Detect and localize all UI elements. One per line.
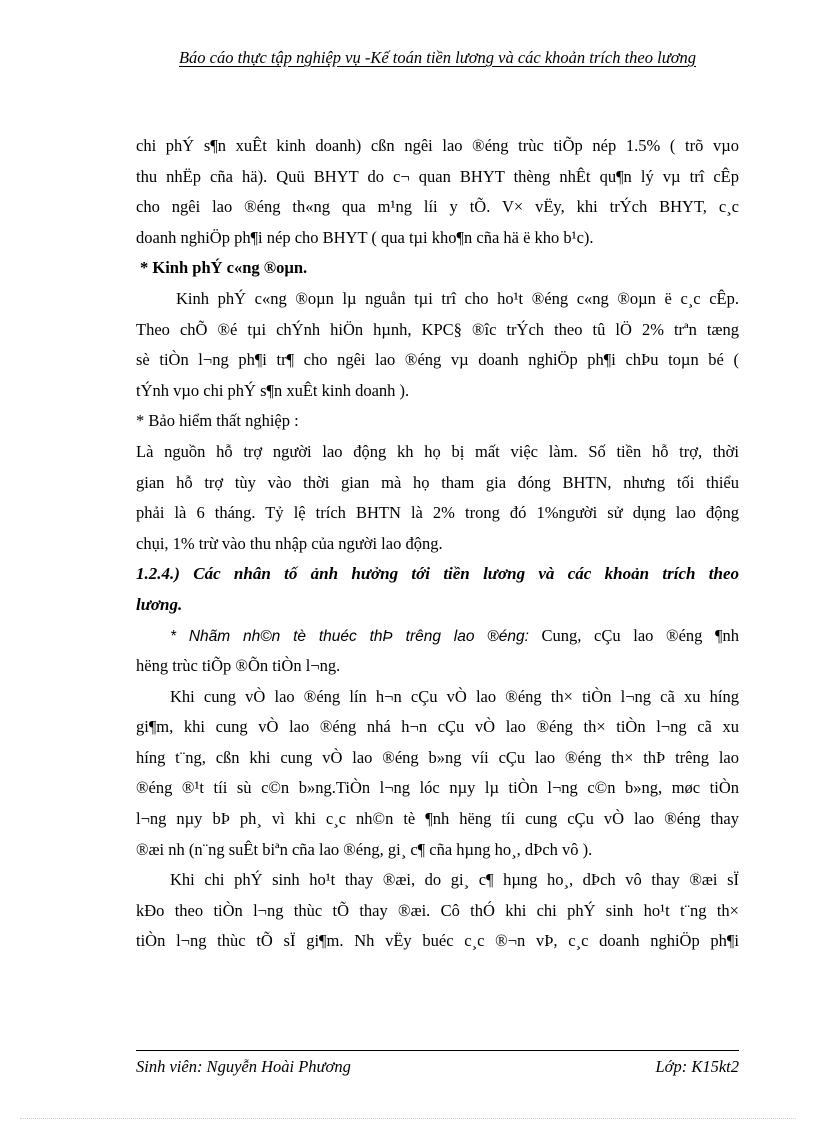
body-line: doanh nghiÖp ph¶i nép cho BHYT ( qua tµi kho¶n cña hä ë kho b¹c). (136, 227, 594, 247)
footer-student-name: Sinh viên: Nguyễn Hoài Phương (136, 1057, 351, 1076)
labor-market-label: * Nhãm nh©n tè thuéc thÞ trêng lao ®éng: (170, 627, 529, 645)
body-line: Kinh phÝ c«ng ®oµn lµ nguån tµi trî cho ho¹t ®éng c«ng ®oµn ë c¸c cÊp. (176, 288, 739, 308)
body-line: tiÒn l¬ng thùc tÕ sÏ gi¶m. Nh vËy buéc c¸c ®¬n vÞ, c¸c doanh nghiÖp ph¶i (136, 931, 739, 951)
body-line: ®æi nh (n¨ng suÊt biªn cña lao ®éng, gi¸ c¶ cña hµng ho¸, dÞch vô ). (136, 839, 593, 859)
body-line: Theo chÕ ®é tµi chÝnh hiÖn hµnh, KPC§ ®îc trÝch theo tû lÖ 2% trªn tæng (136, 319, 739, 339)
page-bottom-edge (20, 1118, 796, 1119)
section-heading-continued: lương. (136, 594, 183, 614)
body-line: Là nguồn hỗ trợ người lao động kh họ bị mất việc làm. Số tiền hỗ trợ, thời (136, 441, 739, 461)
body-line: híng t¨ng, cßn khi cung vÒ lao ®éng b»ng víi cÇu lao ®éng th× thÞ trêng lao (136, 747, 739, 767)
body-line: Khi chi phÝ sinh ho¹t thay ®æi, do gi¸ c¶ hµng ho¸, dÞch vô thay ®æi sÏ (170, 870, 739, 890)
body-line: Khi cung vÒ lao ®éng lín h¬n cÇu vÒ lao ®éng th× tiÒn l¬ng cã xu híng (170, 686, 739, 706)
body-line: phải là 6 tháng. Tỷ lệ trích BHTN là 2% trong đó 1%người sử dụng lao động (136, 503, 739, 523)
body-line-labor-market: * Nhãm nh©n tè thuéc thÞ trêng lao ®éng: Cung, cÇu lao ®éng ¶nh (170, 625, 739, 645)
section-heading: 1.2.4.) Các nhân tố ảnh hưởng tới tiền lương và các khoản trích theo (136, 564, 739, 584)
section-subheading-kpcd: * Kinh phÝ c«ng ®oµn. (140, 258, 308, 278)
section-subheading-bhtn: * Bảo hiểm thất nghiệp : (136, 411, 299, 431)
body-line: thu nhËp cña hä). Quü BHYT do c¬ quan BHYT thèng nhÊt qu¶n lý vµ trî cÊp (136, 166, 739, 186)
body-line: cho ngêi lao ®éng th«ng qua m¹ng líi y tÕ. V× vËy, khi trÝch BHYT, c¸c (136, 197, 739, 217)
body-line: tÝnh vµo chi phÝ s¶n xuÊt kinh doanh ). (136, 380, 410, 400)
page-header-title: Báo cáo thực tập nghiệp vụ -Kế toán tiền lương và các khoản trích theo lương (178, 48, 697, 67)
body-line: kÐo theo tiÒn l¬ng thùc tÕ thay ®æi. Cô thÓ khi chi phÝ sinh ho¹t t¨ng th× (136, 900, 739, 920)
body-line: l¬ng nµy bÞ ph¸ vì khi c¸c nh©n tè ¶nh hëng tíi cung cÇu vÒ lao ®éng thay (136, 809, 739, 829)
body-line: gian hỗ trợ tùy vào thời gian mà họ tham gia đóng BHTN, nhưng tối thiểu (136, 472, 739, 492)
body-line: chi phÝ s¶n xuÊt kinh doanh) cßn ngêi lao ®éng trùc tiÕp nép 1.5% ( trõ vµo (136, 136, 739, 155)
body-line: gi¶m, khi cung vÒ lao ®éng nhá h¬n cÇu vÒ lao ®éng th× tiÒn l¬ng cã xu (136, 717, 739, 737)
body-line: hëng trùc tiÕp ®Õn tiÒn l¬ng. (136, 656, 341, 676)
body-line: ®éng ®¹t tíi sù c©n b»ng.TiÒn l¬ng lóc nµy lµ tiÒn l¬ng c©n b»ng, møc tiÒn (136, 778, 739, 798)
footer-divider (136, 1050, 739, 1051)
body-line: chụi, 1% trừ vào thu nhập của người lao động. (136, 533, 443, 553)
body-line: sè tiÒn l¬ng ph¶i tr¶ cho ngêi lao ®éng vµ doanh nghiÖp ph¶i chÞu toµn bé ( (136, 350, 739, 370)
footer-class: Lớp: K15kt2 (655, 1057, 739, 1076)
document-body (136, 131, 739, 957)
